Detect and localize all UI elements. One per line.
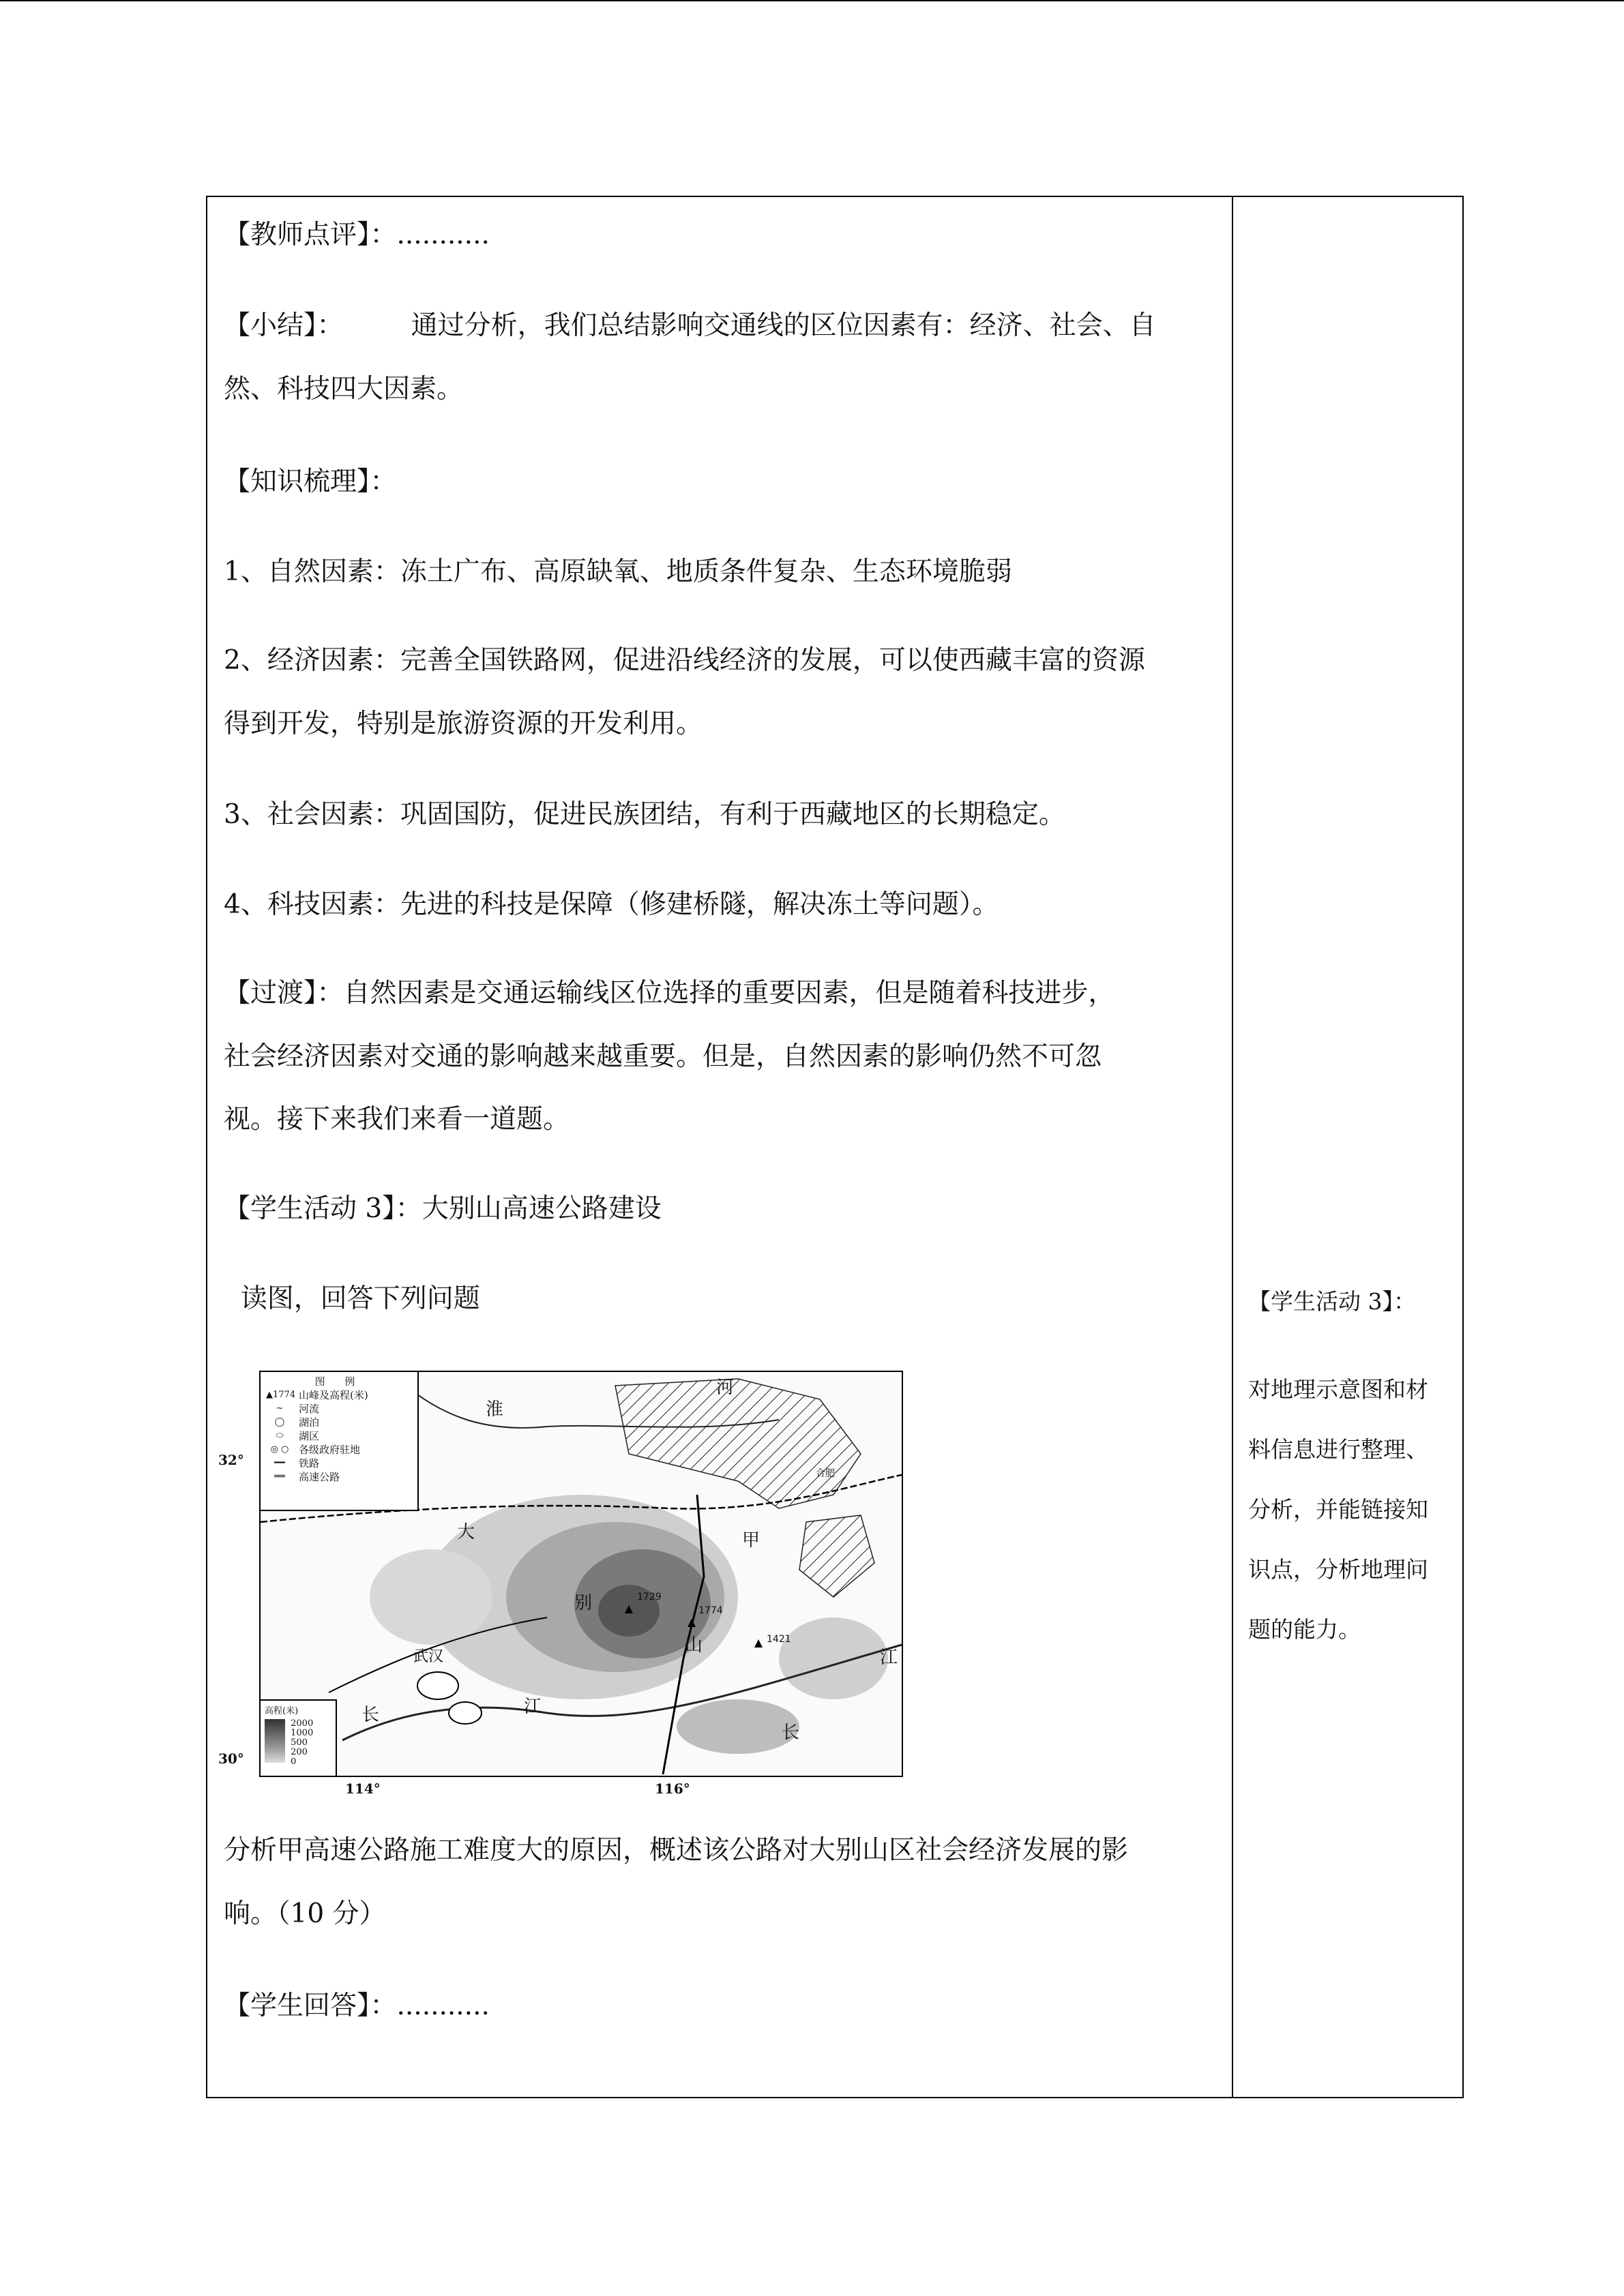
lon-114-label: 114°	[345, 1780, 381, 1797]
elev-200: 200	[291, 1747, 308, 1757]
map-label-he: 河	[716, 1377, 735, 1398]
sidebar-goal-line-4: 识点，分析地理问	[1248, 1556, 1428, 1583]
teacher-comment: 【教师点评】：...........	[224, 220, 490, 250]
legend-row-railway	[266, 1457, 412, 1470]
map-label-chang: 长	[361, 1705, 380, 1725]
activity3-heading: 【学生活动 3】：大别山高速公路建设	[224, 1193, 662, 1224]
map-label-peak-2: 1774	[698, 1605, 723, 1616]
elev-0: 0	[291, 1757, 297, 1767]
transition-line-1: 【过渡】：自然因素是交通运输线区位选择的重要因素，但是随着科技进步，	[224, 978, 1115, 1009]
highway-icon: ══	[274, 1472, 285, 1482]
legend-row-seat	[266, 1443, 412, 1457]
sidebar-goal-line-5: 题的能力。	[1248, 1616, 1361, 1643]
top-border-line	[0, 0, 1624, 1]
railway-icon: ━━	[274, 1458, 285, 1468]
transition-line-3: 视。接下来我们来看一道题。	[224, 1104, 570, 1135]
map-label-jiang-2: 江	[880, 1648, 898, 1668]
lat-32-label: 32°	[218, 1452, 244, 1468]
map-legend	[261, 1372, 419, 1511]
sidebar-goal-line-2: 料信息进行整理、	[1248, 1436, 1428, 1463]
sidebar-goal-line-3: 分析，并能链接知	[1248, 1496, 1428, 1523]
legend-item-river: 河流	[299, 1403, 320, 1415]
government-seat-icon: ◎ ○	[270, 1444, 289, 1455]
legend-row-lakearea	[266, 1429, 412, 1443]
point-4: 4、科技因素：先进的科技是保障（修建桥隧，解决冻土等问题）。	[224, 889, 999, 920]
knowledge-heading: 【知识梳理】：	[224, 466, 397, 497]
map-label-bie: 别	[574, 1593, 593, 1613]
question-line-2: 响。（10 分）	[224, 1898, 386, 1929]
summary-line-2: 然、科技四大因素。	[224, 374, 464, 404]
elev-500: 500	[291, 1738, 308, 1748]
elevation-values	[291, 1719, 313, 1767]
map-label-peak-3: 1421	[767, 1634, 791, 1645]
map-label-jiang: 江	[524, 1697, 542, 1717]
legend-title: 图 例	[314, 1375, 364, 1388]
legend-item-seat: 各级政府驻地	[299, 1444, 361, 1456]
point-1: 1、自然因素：冻土广布、高原缺氧、地质条件复杂、生态环境脆弱	[224, 556, 1012, 587]
lesson-table	[206, 196, 1464, 2098]
sidebar-activity3-label: 【学生活动 3】：	[1248, 1288, 1416, 1315]
map-label-wuhan: 武汉	[413, 1648, 444, 1665]
map-label-da: 大	[457, 1522, 475, 1542]
point-3: 3、社会因素：巩固国防，促进民族团结，有利于西藏地区的长期稳定。	[224, 799, 1065, 830]
peak-icon: ▲1774	[266, 1390, 296, 1400]
legend-item-lake: 湖泊	[299, 1416, 320, 1429]
point-2-line-1: 2、经济因素：完善全国铁路网，促进沿线经济的发展，可以使西藏丰富的资源	[224, 645, 1145, 676]
legend-peak-height: 1774	[273, 1390, 296, 1400]
map-label-chang-2: 长	[782, 1723, 800, 1743]
question-line-1: 分析甲高速公路施工难度大的原因，概述该公路对大别山区社会经济发展的影	[224, 1835, 1129, 1866]
legend-item-lakearea: 湖区	[299, 1430, 320, 1442]
summary-line-1: 【小结】： 通过分析，我们总结影响交通线的区位因素有：经济、社会、自	[224, 310, 1156, 341]
map-label-shan: 山	[685, 1635, 703, 1656]
read-map-instruction: 读图，回答下列问题	[224, 1283, 480, 1314]
elevation-legend	[261, 1699, 337, 1776]
lat-30-label: 30°	[218, 1750, 244, 1767]
point-2-line-2: 得到开发，特别是旅游资源的开发利用。	[224, 709, 703, 739]
sidebar-goal-line-1: 对地理示意图和材	[1248, 1376, 1428, 1403]
legend-item-peak: 山峰及高程(米)	[299, 1389, 368, 1401]
map-label-jia: 甲	[742, 1530, 761, 1551]
elevation-title: 高程(米)	[265, 1706, 299, 1716]
legend-row-river	[266, 1402, 412, 1416]
elevation-swatch	[265, 1719, 285, 1763]
elev-2000: 2000	[291, 1718, 314, 1729]
map-label-huai: 淮	[486, 1399, 504, 1420]
legend-row-highway	[266, 1470, 412, 1484]
legend-item-highway: 高速公路	[299, 1471, 340, 1483]
dabie-mountain-map	[259, 1371, 903, 1777]
column-divider	[1232, 197, 1233, 2097]
lake-area-icon: ⬭	[276, 1431, 284, 1441]
legend-row-peak	[266, 1388, 412, 1402]
transition-line-2: 社会经济因素对交通的影响越来越重要。但是，自然因素的影响仍然不可忽	[224, 1041, 1102, 1072]
map-label-peak-1: 1729	[637, 1592, 662, 1602]
legend-item-railway: 铁路	[299, 1457, 320, 1470]
legend-row-lake	[266, 1416, 412, 1429]
map-label-hefei: 合肥	[816, 1468, 835, 1479]
student-answer: 【学生回答】：...........	[224, 1991, 490, 2021]
elev-1000: 1000	[291, 1728, 314, 1738]
river-icon: ∼	[276, 1403, 284, 1414]
lake-icon: ◯	[274, 1417, 285, 1427]
lon-116-label: 116°	[655, 1780, 690, 1797]
